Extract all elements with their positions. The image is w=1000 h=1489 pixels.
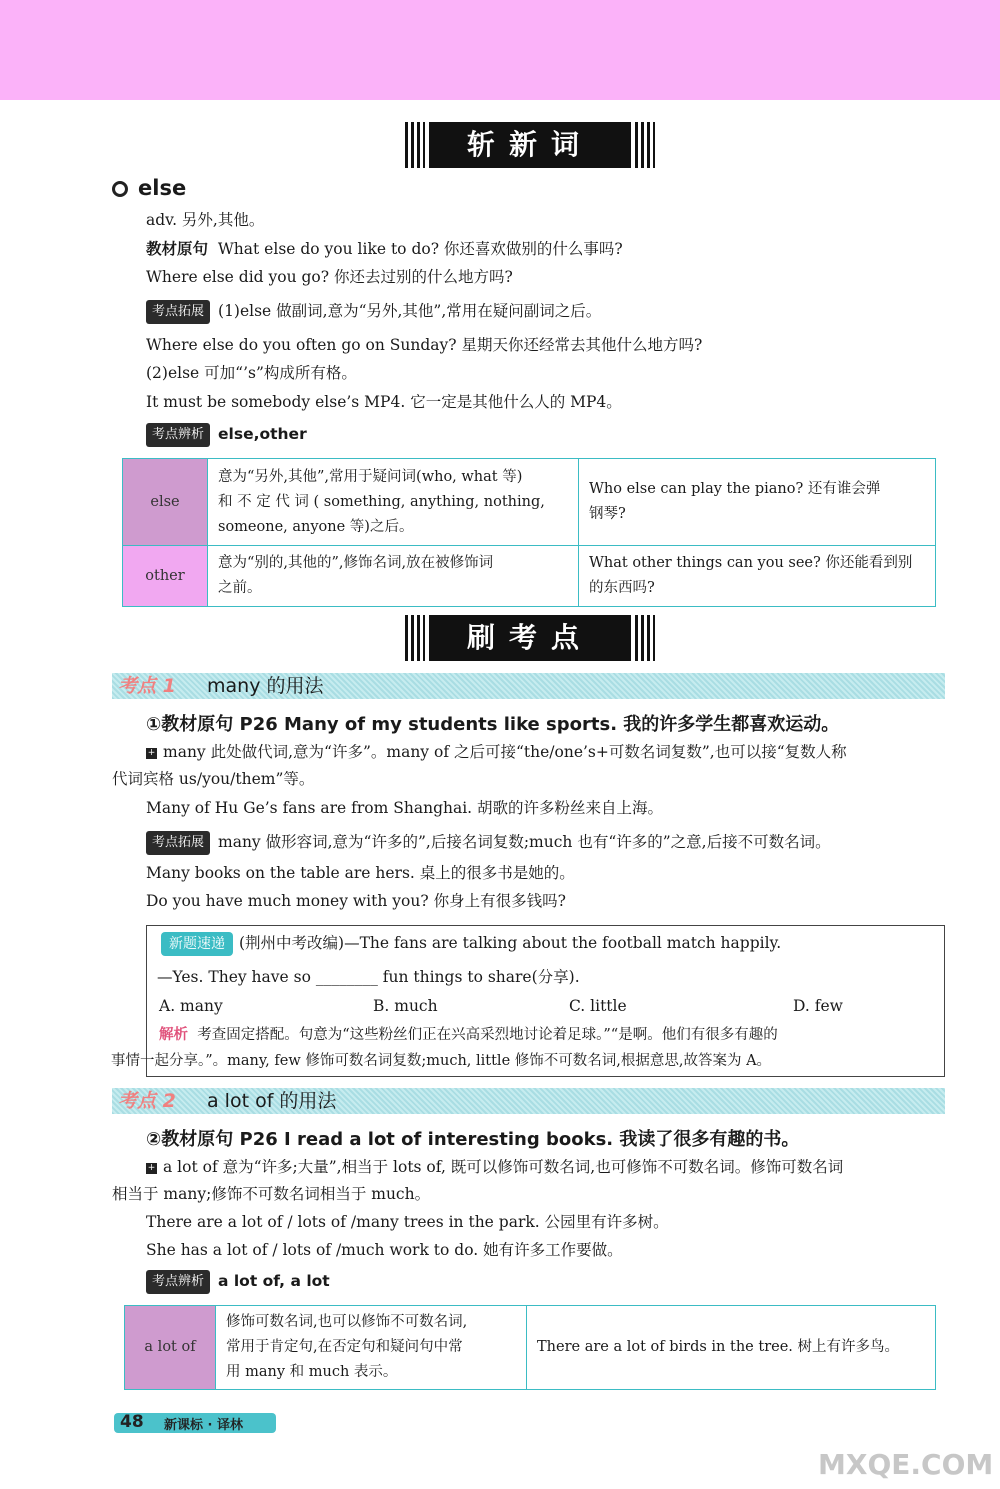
table-example: Who else can play the piano? 还有谁会弹 钢琴? [579, 459, 936, 546]
distinction-title: else,other [218, 425, 307, 443]
distinction-tag: 考点辨析 [146, 423, 210, 447]
analysis-cont: 事情一起分享。”。many, few 修饰可数名词复数;much, little 修饰不可数名词,根据意思,故答案为 A。 [111, 1053, 772, 1069]
new-question-box [111, 925, 945, 1077]
source-label: 教材原句 [146, 240, 209, 258]
distinction-title: a lot of, a lot [218, 1272, 330, 1290]
kp1-source: ①教材原句 P26 Many of my students like sports. 我的许多学生都喜欢运动。 [146, 714, 840, 735]
kp1-extension: 考点拓展 many 做形容词,意为“许多的”,后接名词复数;much 也有“许多的”之意,后接不可数名词。 [146, 831, 831, 855]
kp2-source: ②教材原句 P26 I read a lot of interesting books. 我读了很多有趣的书。 [146, 1129, 800, 1150]
table-row [123, 459, 936, 546]
section-title-new-words [405, 122, 655, 168]
kp1-note-cont: 代词宾格 us/you/them”等。 [112, 770, 315, 788]
kp1-example: Many of Hu Ge’s fans are from Shanghai. 胡歌的许多粉丝来自上海。 [146, 799, 664, 817]
section-title-test-points [405, 615, 655, 661]
table-desc: 意为“别的,其他的”,修饰名词,放在被修饰词 之前。 [208, 546, 579, 607]
comparison-table-else-other [122, 458, 936, 607]
comparison-table-a-lot-of [124, 1305, 936, 1390]
option-d: D. few [793, 997, 843, 1015]
option-a: A. many [159, 997, 223, 1015]
table-key: else [123, 459, 208, 546]
test-point-title: a lot of 的用法 [207, 1090, 337, 1112]
extension-1-example: Where else do you often go on Sunday? 星期天你还经常去其他什么地方吗? [146, 336, 703, 354]
distinction-tag: 考点辨析 [146, 1270, 210, 1294]
table-key: a lot of [125, 1306, 216, 1390]
kp2-example-1: There are a lot of / lots of /many trees in the park. 公园里有许多树。 [146, 1213, 669, 1231]
kp2-note: + a lot of 意为“许多;大量”,相当于 lots of, 既可以修饰可数名词,也可修饰不可数名词。修饰可数名词 [147, 1158, 844, 1176]
kp1-example-3: Do you have much money with you? 你身上有很多钱吗? [146, 892, 566, 910]
option-c: C. little [569, 997, 627, 1015]
source-sentence-2: Where else did you go? 你还去过别的什么地方吗? [146, 268, 513, 286]
table-key: other [123, 546, 208, 607]
table-row [125, 1306, 936, 1390]
question-stem: 新题速递 (荆州中考改编)—The fans are talking about the football match happily. [161, 932, 781, 956]
word-text: else [138, 176, 187, 200]
analysis-label: 解析 [159, 1027, 188, 1043]
table-desc: 修饰可数名词,也可以修饰不可数名词, 常用于肯定句,在否定句和疑问句中常 用 many 和 much 表示。 [216, 1306, 527, 1390]
plus-icon: + [147, 747, 156, 758]
new-question-tag: 新题速递 [161, 932, 233, 956]
extension-tag: 考点拓展 [146, 300, 210, 324]
extension-2-example: It must be somebody else’s MP4. 它一定是其他什么人的 MP4。 [146, 393, 622, 411]
kp1-example-2: Many books on the table are hers. 桌上的很多书是她的。 [146, 864, 575, 882]
header-band [0, 0, 1000, 100]
section-title-text: 斩新词 [429, 122, 631, 168]
distinction-2 [146, 1270, 330, 1294]
analysis: 解析 考查固定搭配。句意为“这些粉丝们正在兴高采烈地讨论着足球。”“是啊。他们有很多有趣的 [159, 1027, 778, 1043]
kp2-note-cont: 相当于 many;修饰不可数名词相当于 much。 [112, 1185, 431, 1203]
question-line: —Yes. They have so ________ fun things to share(分享). [157, 968, 580, 986]
table-example: There are a lot of birds in the tree. 树上有许多鸟。 [527, 1306, 936, 1390]
footer-badge [114, 1413, 276, 1433]
extension-tag: 考点拓展 [146, 831, 210, 855]
extension-1 [146, 300, 601, 324]
extension-2: (2)else 可加“’s”构成所有格。 [146, 364, 357, 382]
source-sentence [146, 238, 623, 260]
definition: adv. 另外,其他。 [146, 211, 265, 229]
plus-icon: + [147, 1162, 156, 1173]
word-heading [112, 176, 186, 200]
test-point-1-bar [112, 673, 945, 699]
watermark: MXQE.COM [818, 1448, 994, 1481]
kp1-note: + many 此处做代词,意为“许多”。many of 之后可接“the/one’s+可数名词复数”,也可以接“复数人称 [147, 743, 847, 761]
test-point-label: 考点 2 [118, 1090, 176, 1112]
table-row [123, 546, 936, 607]
section-title-text: 刷考点 [429, 615, 631, 661]
kp2-example-2: She has a lot of / lots of /much work to do. 她有许多工作要做。 [146, 1241, 623, 1259]
table-example: What other things can you see? 你还能看到别 的东西吗? [579, 546, 936, 607]
test-point-2-bar [112, 1088, 945, 1114]
test-point-title: many 的用法 [207, 675, 324, 697]
source-text: What else do you like to do? 你还喜欢做别的什么事吗? [217, 240, 623, 258]
extension-1-text: (1)else 做副词,意为“另外,其他”,常用在疑问副词之后。 [218, 302, 602, 320]
table-desc: 意为“另外,其他”,常用于疑问词(who, what 等) 和 不 定 代 词 ( something, anything, nothing, someone, anyone 等)之后。 [208, 459, 579, 546]
page-number: 48 [120, 1412, 144, 1432]
bullet-icon [112, 181, 128, 197]
book-series: 新课标 · 译林 [164, 1418, 243, 1433]
test-point-label: 考点 1 [118, 675, 176, 697]
option-b: B. much [373, 997, 438, 1015]
distinction-1 [146, 423, 307, 447]
